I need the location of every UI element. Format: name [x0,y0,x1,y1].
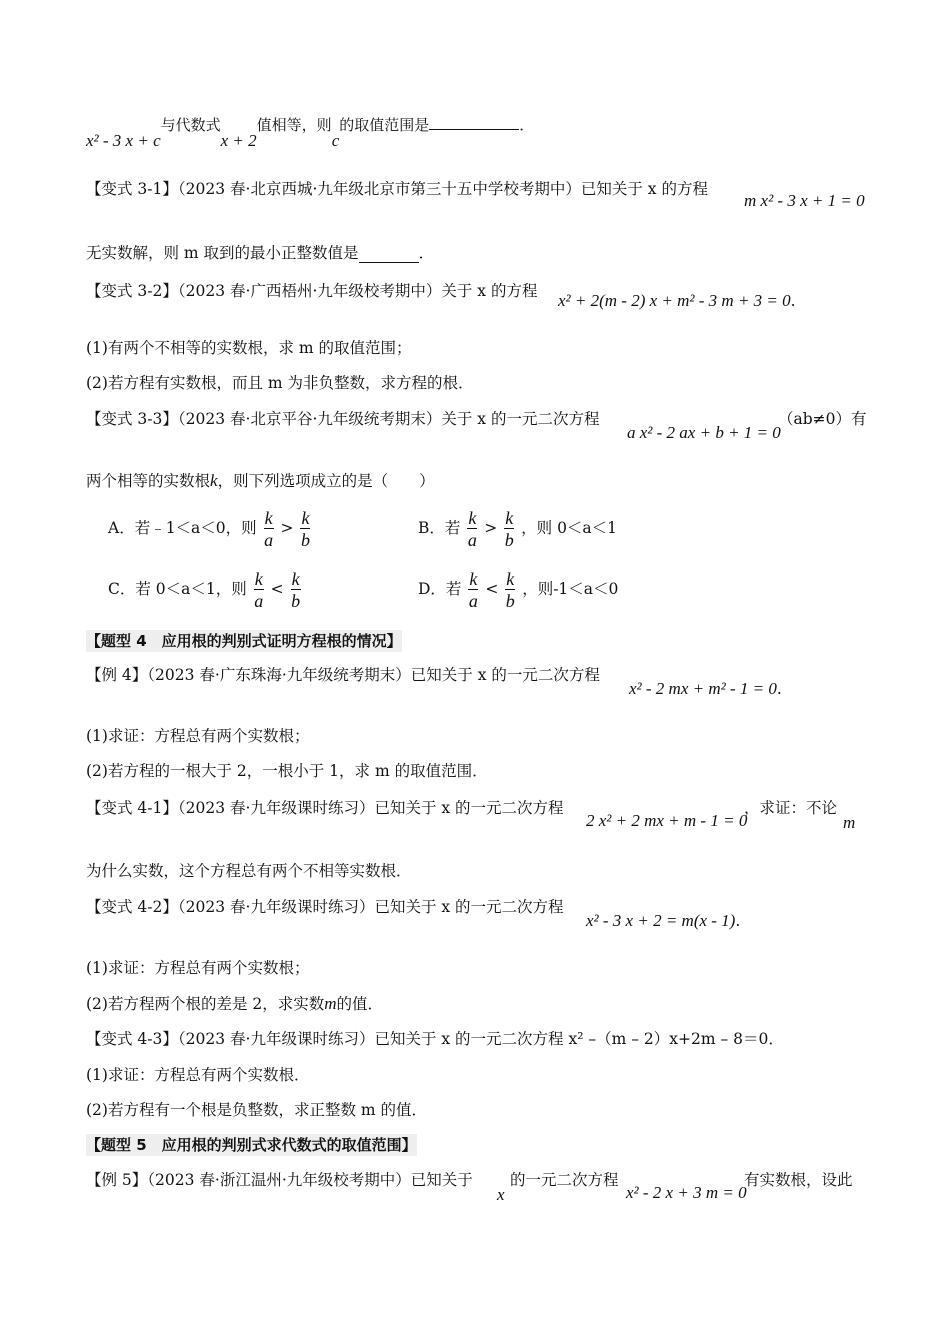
denominator: b [505,591,515,611]
expr-equation: x² + 2(m - 2) x + m² - 3 m + 3 = 0 [558,291,791,310]
variant-text: （2023 春·九年级课时练习）已知关于 x 的一元二次方程 [177,799,564,817]
var-m: m [324,994,337,1013]
numerator: k [468,508,477,528]
numerator: k [264,508,273,528]
option-a[interactable] [108,509,312,549]
variant-3-2-q1 [86,341,412,357]
expr-equation: x² - 2 x + 3 m = 0 [626,1183,747,1202]
variant-4-1-var [843,814,855,832]
var-k: k [210,471,218,490]
text-end: . [735,912,741,930]
fraction-k-over-a [264,509,274,549]
text-range: 的取值范围是 [339,116,430,134]
var-c: c [331,131,340,150]
numerator: k [254,569,263,589]
variant-text: ，则下列选项成立的是（ ） [217,472,435,490]
variant-text: （2023 春·九年级课时练习）已知关于 x 的一元二次方程 x² –（m – 2）x+2m – 8＝0． [177,1030,784,1048]
fraction-k-over-a [467,509,477,549]
variant-3-2-expr [558,292,796,310]
variant-label: 【变式 4-2】 [86,898,178,916]
numerator: k [506,569,515,589]
var-m: m [843,813,856,832]
variant-3-3-line2 [86,472,435,490]
expr-equation: 2 x² + 2 mx + m - 1 = 0 [586,811,748,830]
option-c[interactable] [108,570,303,610]
variant-4-3 [86,1032,784,1048]
variant-4-2-expr [586,912,740,930]
text-end: . [790,292,796,310]
question-text: (2)若方程两个根的差是 2，求实数 [86,995,325,1013]
example-5 [86,1173,473,1189]
variant-label: 【变式 4-3】 [86,1030,178,1048]
fraction-k-over-b [504,509,514,549]
example-text: （2023 春·浙江温州·九年级校考期中）已知关于 [147,1171,473,1189]
example-4 [86,668,600,684]
var-x: x [497,1185,505,1204]
question-text: (1)求证：方程总有两个实数根； [86,727,310,745]
numerator: k [469,569,478,589]
variant-3-2 [86,284,537,300]
example-5-text2 [510,1173,619,1189]
variant-4-2-q1 [86,961,309,977]
variant-text: （2023 春·北京平谷·九年级统考期末）关于 x 的一元二次方程 [177,410,600,428]
variant-3-2-q2 [86,376,474,392]
variant-4-2 [86,900,564,916]
variant-4-2-q2 [86,995,383,1013]
fraction-k-over-b [291,570,301,610]
variant-text: （2023 春·北京西城·九年级北京市第三十五中学校考期中）已知关于 x 的方程 [177,180,708,198]
denominator: a [264,530,274,550]
condition-text: （ab≠0）有 [778,410,867,428]
question-text: 的值． [336,995,384,1013]
question-text: (1)有两个不相等的实数根，求 m 的取值范围； [86,339,412,357]
option-text: C．若 0＜a＜1，则 [108,580,247,598]
variant-text: 为什么实数，这个方程总有两个不相等实数根． [86,862,412,880]
numerator: k [301,508,310,528]
section-heading-type-4: 【题型 4 应用根的判别式证明方程根的情况】 [86,632,402,650]
variant-label: 【变式 3-1】 [86,180,178,198]
example-4-q2 [86,764,488,780]
comparison-op: > [484,519,498,537]
question-text: (2)若方程有一个根是负整数，求正整数 m 的值． [86,1101,428,1119]
variant-3-1-expr [744,192,865,210]
text-end: ． [418,244,435,262]
option-text: ，则-1＜a＜0 [522,580,619,598]
expr-linear: x + 2 [220,131,257,150]
fraction-k-over-a [254,570,264,610]
question-text: (2)若方程有实数根，而且 m 为非负整数，求方程的根． [86,374,474,392]
example-4-expr [629,680,782,698]
example-text: （2023 春·广东珠海·九年级统考期末）已知关于 x 的一元二次方程 [147,666,600,684]
variant-4-3-q1 [86,1068,309,1084]
text-end: . [776,680,782,698]
comparison-op: < [485,580,499,598]
denominator: b [300,530,310,550]
variant-label: 【变式 4-1】 [86,799,178,817]
denominator: b [291,591,301,611]
variant-text: （2023 春·广西梧州·九年级校考期中）关于 x 的方程 [177,282,538,300]
denominator: b [504,530,514,550]
option-d[interactable] [418,570,618,610]
fraction-k-over-a [468,570,478,610]
denominator: a [468,591,478,611]
variant-text: （2023 春·九年级课时练习）已知关于 x 的一元二次方程 [177,898,564,916]
section-heading-type-5: 【题型 5 应用根的判别式求代数式的取值范围】 [86,1136,417,1154]
variant-label: 【变式 3-2】 [86,282,178,300]
example-text: 的一元二次方程 [510,1171,619,1189]
fraction-k-over-b [505,570,515,610]
comparison-op: > [280,519,294,537]
variant-label: 【变式 3-3】 [86,410,178,428]
example-5-var [497,1186,505,1204]
variant-text: ，求证：不论 [744,799,838,817]
denominator: a [467,530,477,550]
answer-blank[interactable] [359,246,419,263]
example-4-q1 [86,729,309,745]
variant-4-1-line2 [86,864,412,880]
variant-text: 无实数解，则 m 取到的最小正整数值是 [86,244,359,262]
example-text: 有实数根，设此 [744,1171,853,1189]
variant-3-1 [86,182,708,198]
example-5-expr [626,1184,747,1202]
option-text: ，则 0＜a＜1 [521,519,618,537]
text-equal: 值相等，则 [256,116,332,134]
expr-equation: a x² - 2 ax + b + 1 = 0 [627,423,781,442]
question-text: (1)求证：方程总有两个实数根； [86,959,310,977]
expr-quadratic: x² - 3 x + c [86,131,161,150]
option-text: D．若 [418,580,462,598]
question-text: (2)若方程的一根大于 2，一根小于 1，求 m 的取值范围． [86,762,488,780]
example-label: 【例 4】 [86,666,148,684]
expr-equation: m x² - 3 x + 1 = 0 [744,191,865,210]
variant-3-1-line2 [86,246,434,263]
variant-3-3-cond [778,412,867,428]
line-range-of-c [86,116,535,150]
text-end: ． [519,116,535,134]
comparison-op: < [270,580,284,598]
numerator: k [505,508,514,528]
variant-4-1-expr [586,812,747,830]
variant-text: 两个相等的实数根 [86,472,211,490]
example-label: 【例 5】 [86,1171,148,1189]
question-text: (1)求证：方程总有两个实数根． [86,1066,310,1084]
variant-4-3-q2 [86,1103,427,1119]
text-with-expr: 与代数式 [160,116,221,134]
option-text: A．若﹣1＜a＜0，则 [108,519,257,537]
variant-4-1-tail [744,801,837,817]
numerator: k [291,569,300,589]
expr-equation: x² - 3 x + 2 = m(x - 1) [586,911,736,930]
denominator: a [254,591,264,611]
answer-blank[interactable] [429,129,519,130]
variant-3-3 [86,412,599,428]
expr-equation: x² - 2 mx + m² - 1 = 0 [629,679,777,698]
option-b[interactable] [418,509,617,549]
option-text: B．若 [418,519,461,537]
example-5-tail [744,1173,853,1189]
variant-4-1 [86,801,564,817]
fraction-k-over-b [300,509,310,549]
variant-3-3-expr [627,424,781,442]
